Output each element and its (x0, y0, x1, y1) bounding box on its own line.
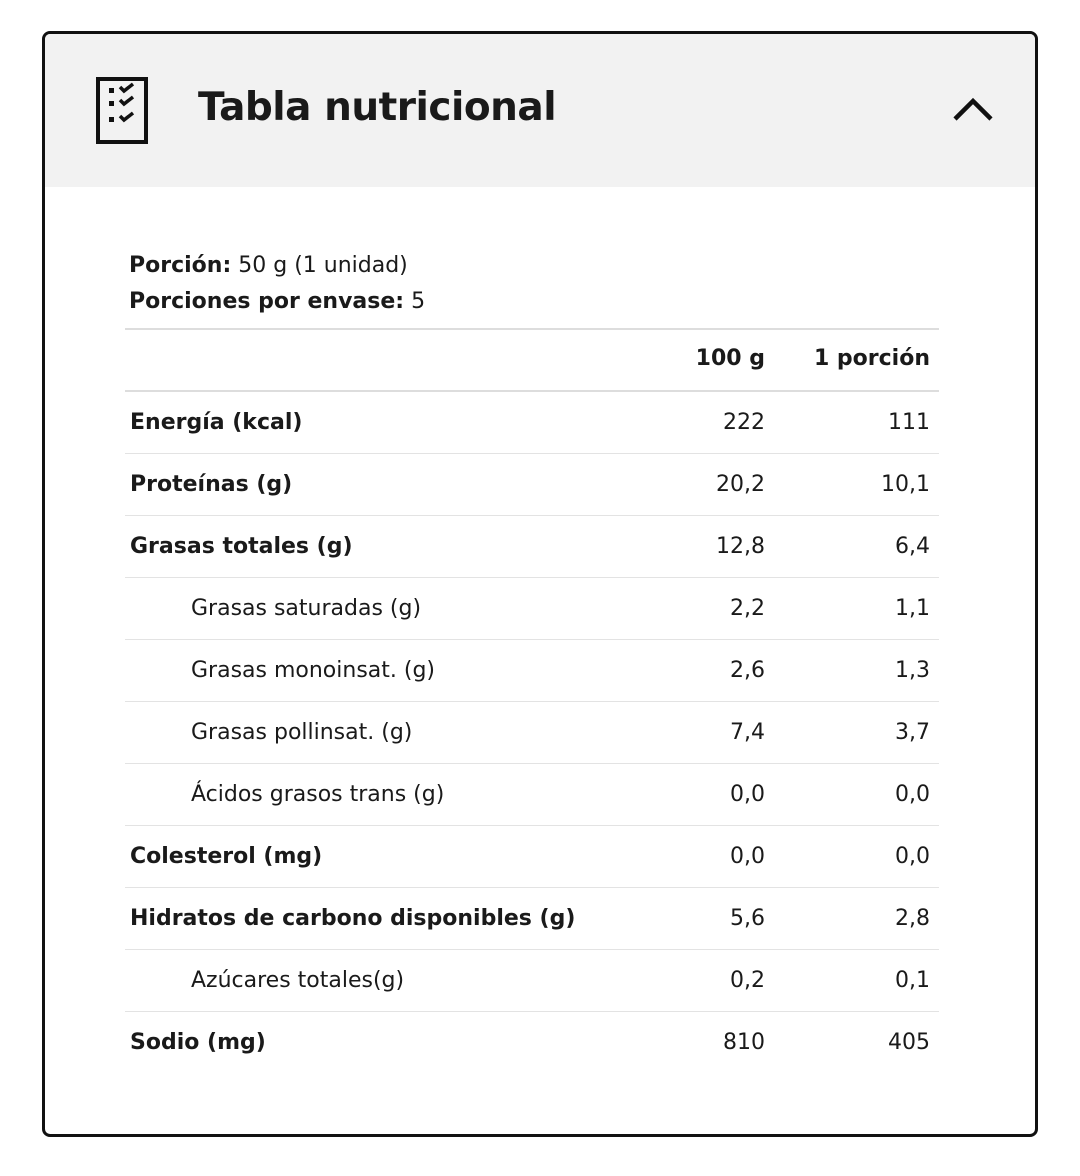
table-row (125, 888, 939, 950)
table-row (125, 764, 939, 826)
value-100g: 222 (723, 410, 765, 435)
nutrient-label: Proteínas (g) (130, 472, 293, 497)
nutrient-label: Colesterol (mg) (130, 844, 323, 869)
nutrition-table (125, 328, 939, 1073)
nutrient-label: Ácidos grasos trans (g) (191, 782, 445, 807)
nutrition-checklist-icon (95, 76, 151, 146)
collapse-button[interactable] (945, 86, 1001, 132)
portion-label: Porción: (129, 253, 232, 278)
value-100g: 0,0 (730, 782, 765, 807)
value-portion: 6,4 (895, 534, 930, 559)
per-package-line (129, 284, 425, 320)
table-row (125, 1012, 939, 1073)
value-portion: 2,8 (895, 906, 930, 931)
portion-line (129, 248, 425, 284)
nutrient-label: Grasas saturadas (g) (191, 596, 422, 621)
table-row (125, 826, 939, 888)
per-package-value: 5 (411, 289, 426, 314)
serving-info (129, 248, 425, 320)
nutrition-card (42, 31, 1038, 1137)
accordion-header[interactable] (45, 34, 1035, 187)
value-portion: 3,7 (895, 720, 930, 745)
per-package-label: Porciones por envase: (129, 289, 405, 314)
table-row (125, 950, 939, 1012)
nutrient-label: Sodio (mg) (130, 1030, 266, 1055)
nutrient-label: Energía (kcal) (130, 410, 303, 435)
table-header-row (125, 328, 939, 392)
table-row (125, 454, 939, 516)
table-row (125, 516, 939, 578)
value-portion: 10,1 (881, 472, 930, 497)
value-100g: 2,6 (730, 658, 765, 683)
value-portion: 405 (888, 1030, 930, 1055)
value-100g: 5,6 (730, 906, 765, 931)
value-100g: 20,2 (716, 472, 765, 497)
value-100g: 0,0 (730, 844, 765, 869)
value-100g: 7,4 (730, 720, 765, 745)
value-100g: 2,2 (730, 596, 765, 621)
value-portion: 0,1 (895, 968, 930, 993)
column-header-100g: 100 g (695, 346, 765, 371)
table-row (125, 640, 939, 702)
value-portion: 1,3 (895, 658, 930, 683)
nutrient-label: Grasas totales (g) (130, 534, 353, 559)
nutrient-label: Grasas monoinsat. (g) (191, 658, 436, 683)
column-header-portion: 1 porción (813, 346, 930, 371)
table-row (125, 702, 939, 764)
value-portion: 0,0 (895, 844, 930, 869)
value-100g: 12,8 (716, 534, 765, 559)
portion-value: 50 g (1 unidad) (238, 253, 408, 278)
table-row (125, 578, 939, 640)
table-row (125, 392, 939, 454)
value-portion: 111 (888, 410, 930, 435)
nutrient-label: Hidratos de carbono disponibles (g) (130, 906, 576, 931)
value-portion: 1,1 (895, 596, 930, 621)
nutrient-label: Azúcares totales(g) (191, 968, 405, 993)
accordion-title: Tabla nutricional (198, 85, 557, 130)
nutrient-label: Grasas pollinsat. (g) (191, 720, 413, 745)
value-100g: 0,2 (730, 968, 765, 993)
value-100g: 810 (723, 1030, 765, 1055)
value-portion: 0,0 (895, 782, 930, 807)
chevron-up-icon (952, 96, 994, 122)
